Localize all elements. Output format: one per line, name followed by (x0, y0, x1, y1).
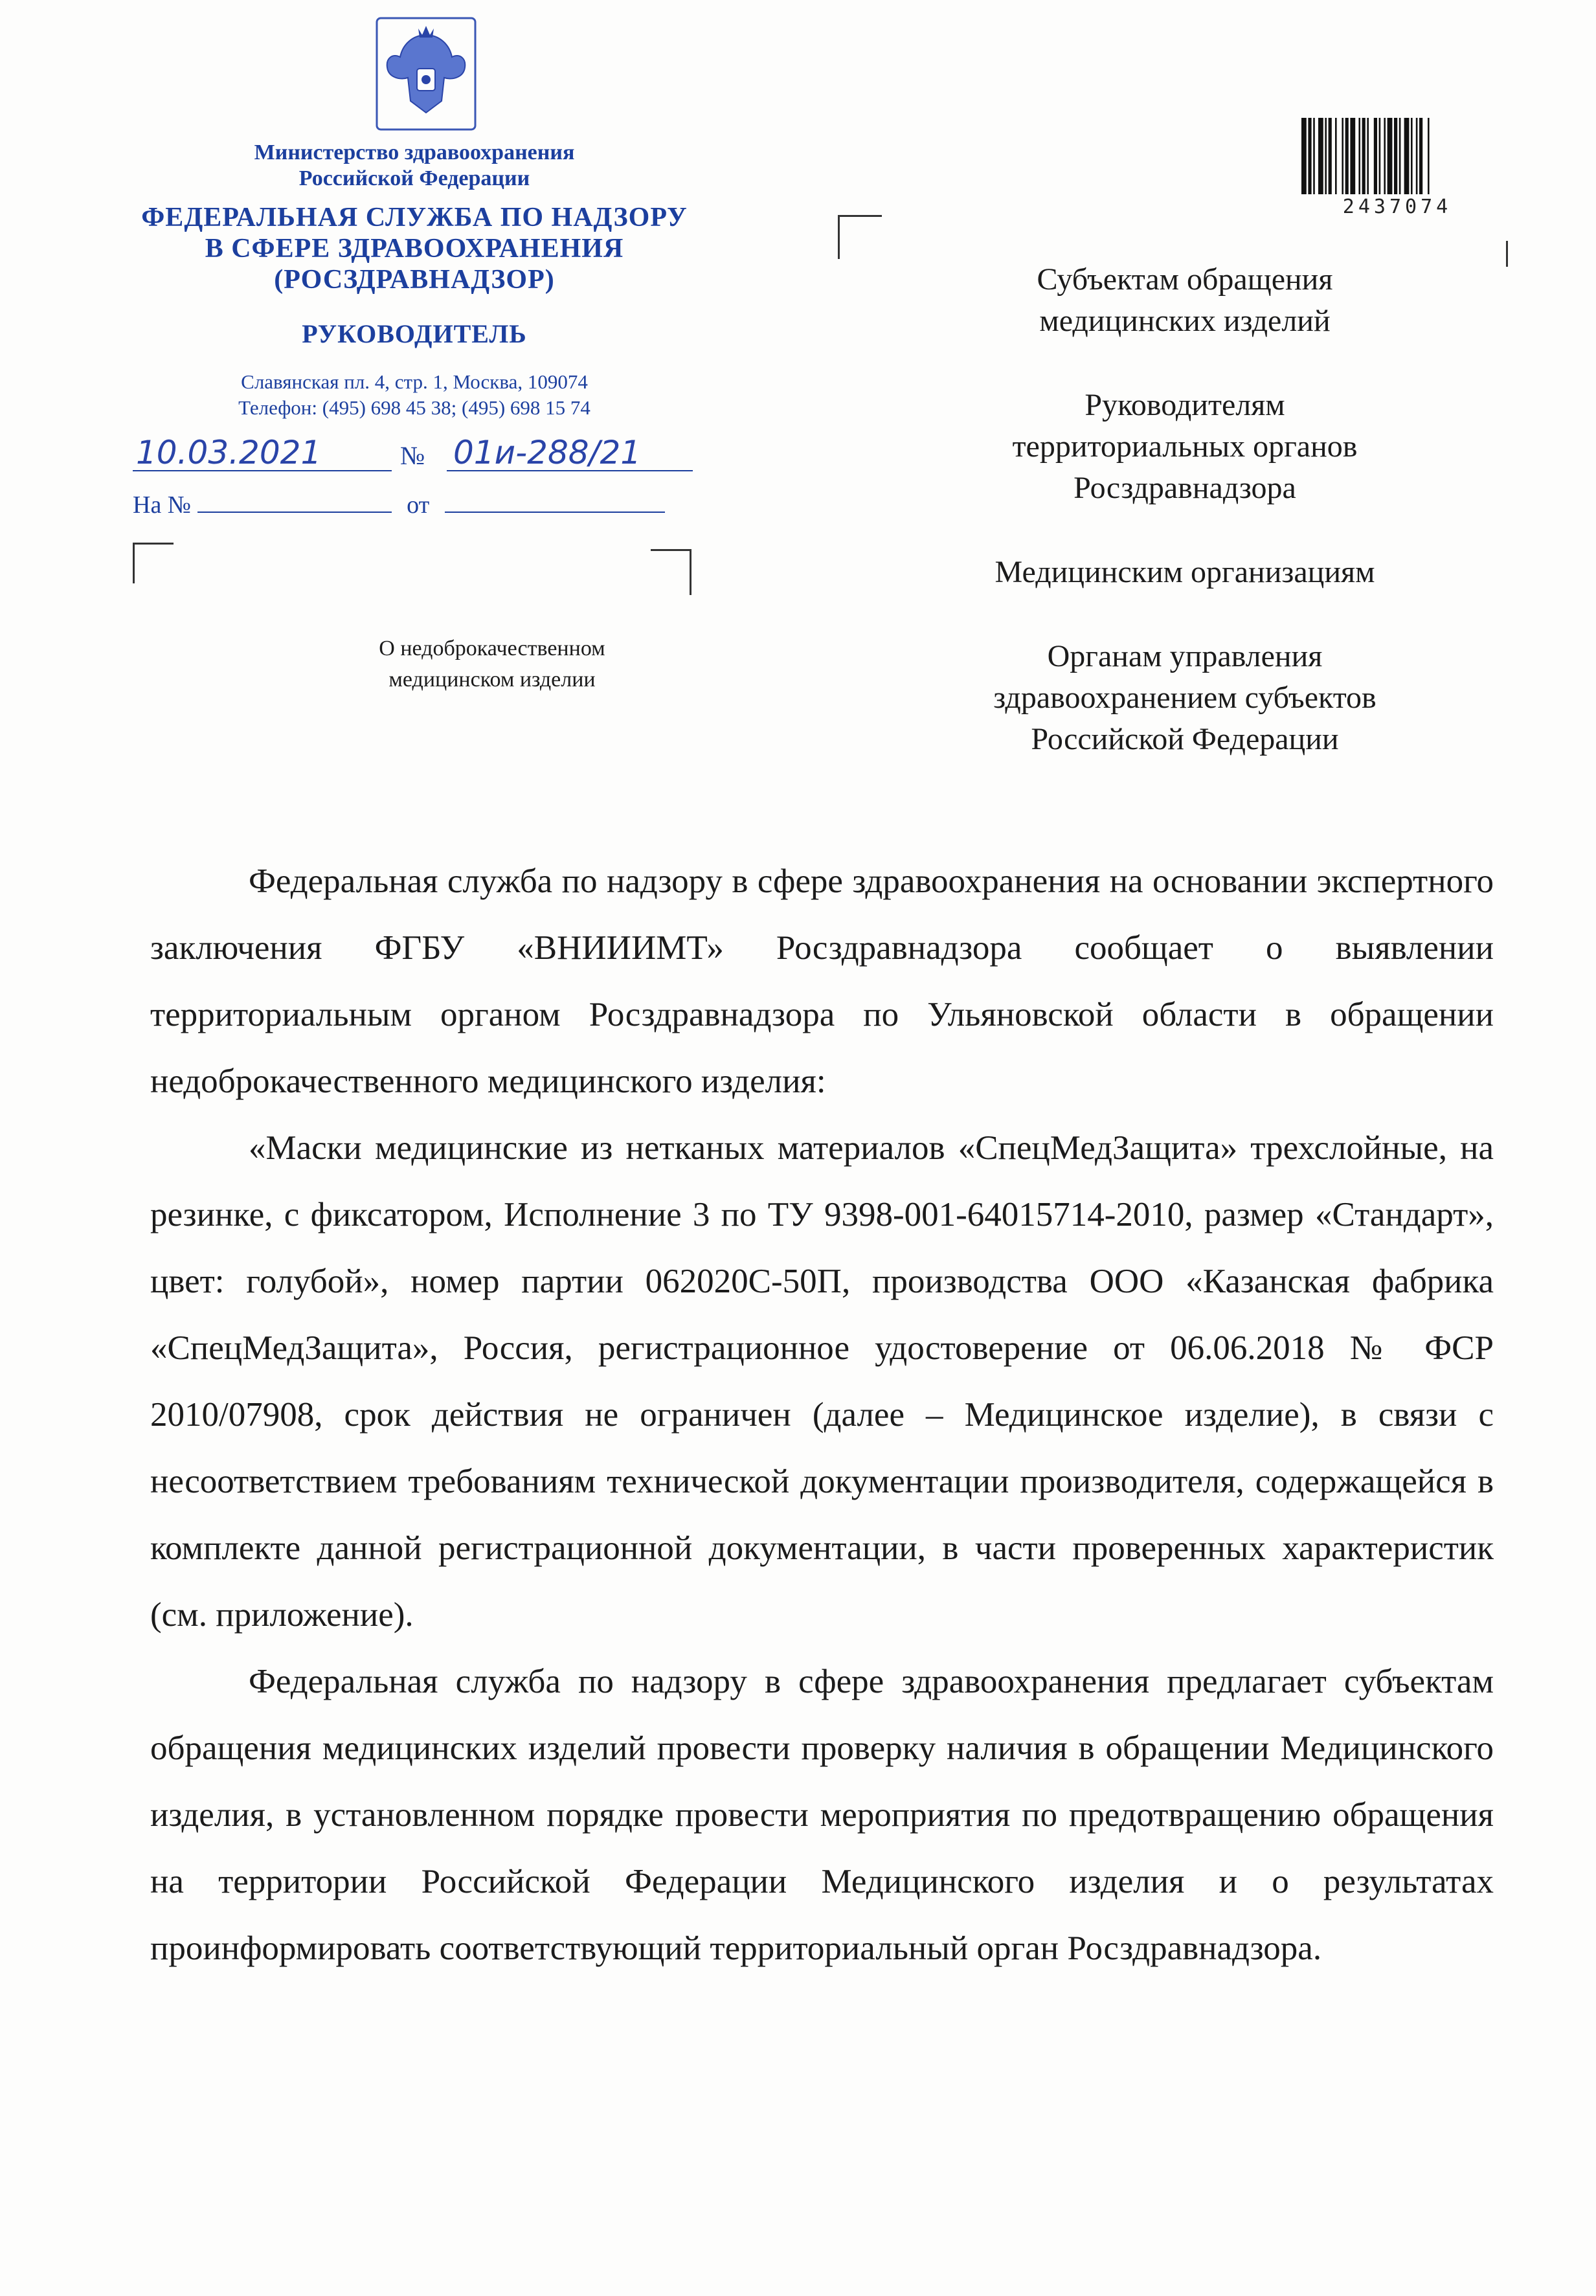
service-line-1: ФЕДЕРАЛЬНАЯ СЛУЖБА ПО НАДЗОРУ (141, 203, 688, 232)
address-line-1: Славянская пл. 4, стр. 1, Москва, 109074 (241, 370, 588, 393)
barcode-bar (1367, 118, 1369, 194)
head-title: РУКОВОДИТЕЛЬ (302, 319, 527, 348)
barcode-bar (1301, 118, 1307, 194)
addressee-bracket-right (1506, 241, 1509, 267)
subject-line-1: О недоброкачественном (379, 636, 605, 660)
registration-date: 10.03.2021 (136, 434, 322, 471)
addressee-3: Медицинским организациям (995, 555, 1375, 589)
barcode-bar (1358, 118, 1360, 194)
contact-address (155, 369, 673, 421)
barcode-number: 2437074 (1342, 196, 1452, 218)
barcode-bar (1384, 118, 1386, 194)
barcode-bar (1411, 118, 1413, 194)
body-paragraph-1: Федеральная служба по надзору в сфере здравоохранения на основании экспертного заключения ФГБУ «ВНИИИМТ» Росздравнадзора сообщает о выявлении территориальным органом Росздравнадзора по Ульяновской области в обращении недоброкачественного медицинского изделия: (150, 862, 1494, 1100)
letter-subject (246, 633, 738, 695)
subject-line-2: медицинском изделии (388, 668, 596, 692)
barcode-bar (1416, 118, 1418, 194)
ministry-text: Министерство здравоохранения Российской Федерации (254, 141, 575, 190)
barcode-bar (1313, 118, 1315, 194)
barcode (1300, 118, 1494, 196)
barcode-bar (1394, 118, 1397, 194)
barcode-bars (1300, 118, 1494, 196)
barcode-bar (1318, 118, 1323, 194)
letter-body (150, 848, 1494, 1982)
service-name (91, 202, 738, 295)
service-line-3: (РОСЗДРАВНАДЗОР) (274, 265, 555, 295)
right-bracket-top (651, 549, 691, 595)
barcode-bar (1399, 118, 1401, 194)
service-line-2: В СФЕРЕ ЗДРАВООХРАНЕНИЯ (205, 234, 624, 264)
barcode-bar (1308, 118, 1311, 194)
barcode-bar (1388, 118, 1393, 194)
barcode-bar (1350, 118, 1355, 194)
ref-label: На № (133, 491, 192, 519)
address-line-2: Телефон: (495) 698 45 38; (495) 698 15 74 (238, 396, 590, 419)
ref-number-blank (197, 492, 392, 513)
addressee-1: Субъектам обращения медицинских изделий (1037, 262, 1333, 338)
barcode-bar (1329, 118, 1332, 194)
ministry-name (155, 140, 673, 192)
barcode-bar (1379, 118, 1381, 194)
number-underline (447, 470, 693, 471)
addressee-block (906, 259, 1463, 803)
number-sign: № (400, 441, 425, 470)
reference-line (133, 491, 702, 519)
coat-of-arms-emblem (374, 16, 478, 132)
barcode-bar (1362, 118, 1366, 194)
body-paragraph-3: Федеральная служба по надзору в сфере здравоохранения предлагает субъектам обращения медицинских изделий провести проверку наличия в обращении Медицинского изделия, в установленном порядке провести мероприятия по предотвращению обращения на территории Российской Федерации Медицинского изделия и о результатах проинформировать соответствующий территориальный орган Росздравнадзора. (150, 1663, 1494, 1967)
left-bracket-top (133, 543, 174, 583)
body-paragraph-2: «Маски медицинские из нетканых материалов «СпецМедЗащита» трехслойные, на резинке, с фиксатором, Исполнение 3 по ТУ 9398-001-64015714-2010, размер «Стандарт», цвет: голубой», номер партии 062020С-50П, производства ООО «Казанская фабрика «СпецМедЗащита», Россия, регистрационное удостоверение от 06.06.2018 № ФСР 2010/07908, срок действия не ограничен (далее – Медицинское изделие), в связи с несоответствием требованиям технической документации производителя, содержащейся в комплекте данной регистрационной документации, в части проверенных характеристик (см. приложение). (150, 1129, 1494, 1634)
barcode-bar (1342, 118, 1343, 194)
ref-from-label: от (407, 491, 430, 519)
barcode-bar (1404, 118, 1410, 194)
barcode-bar (1345, 118, 1349, 194)
barcode-bar (1335, 118, 1337, 194)
addressee-4: Органам управления здравоохранением субъектов Российской Федерации (993, 639, 1377, 756)
date-underline (133, 470, 392, 471)
barcode-bar (1428, 118, 1430, 194)
barcode-bar (1374, 118, 1377, 194)
addressee-2: Руководителям территориальных органов Росздравнадзора (1012, 388, 1358, 505)
registration-number: 01и-288/21 (453, 434, 642, 471)
barcode-bar (1419, 118, 1422, 194)
barcode-bar (1325, 118, 1327, 194)
ref-date-blank (445, 492, 665, 513)
addressee-bracket (838, 215, 882, 259)
